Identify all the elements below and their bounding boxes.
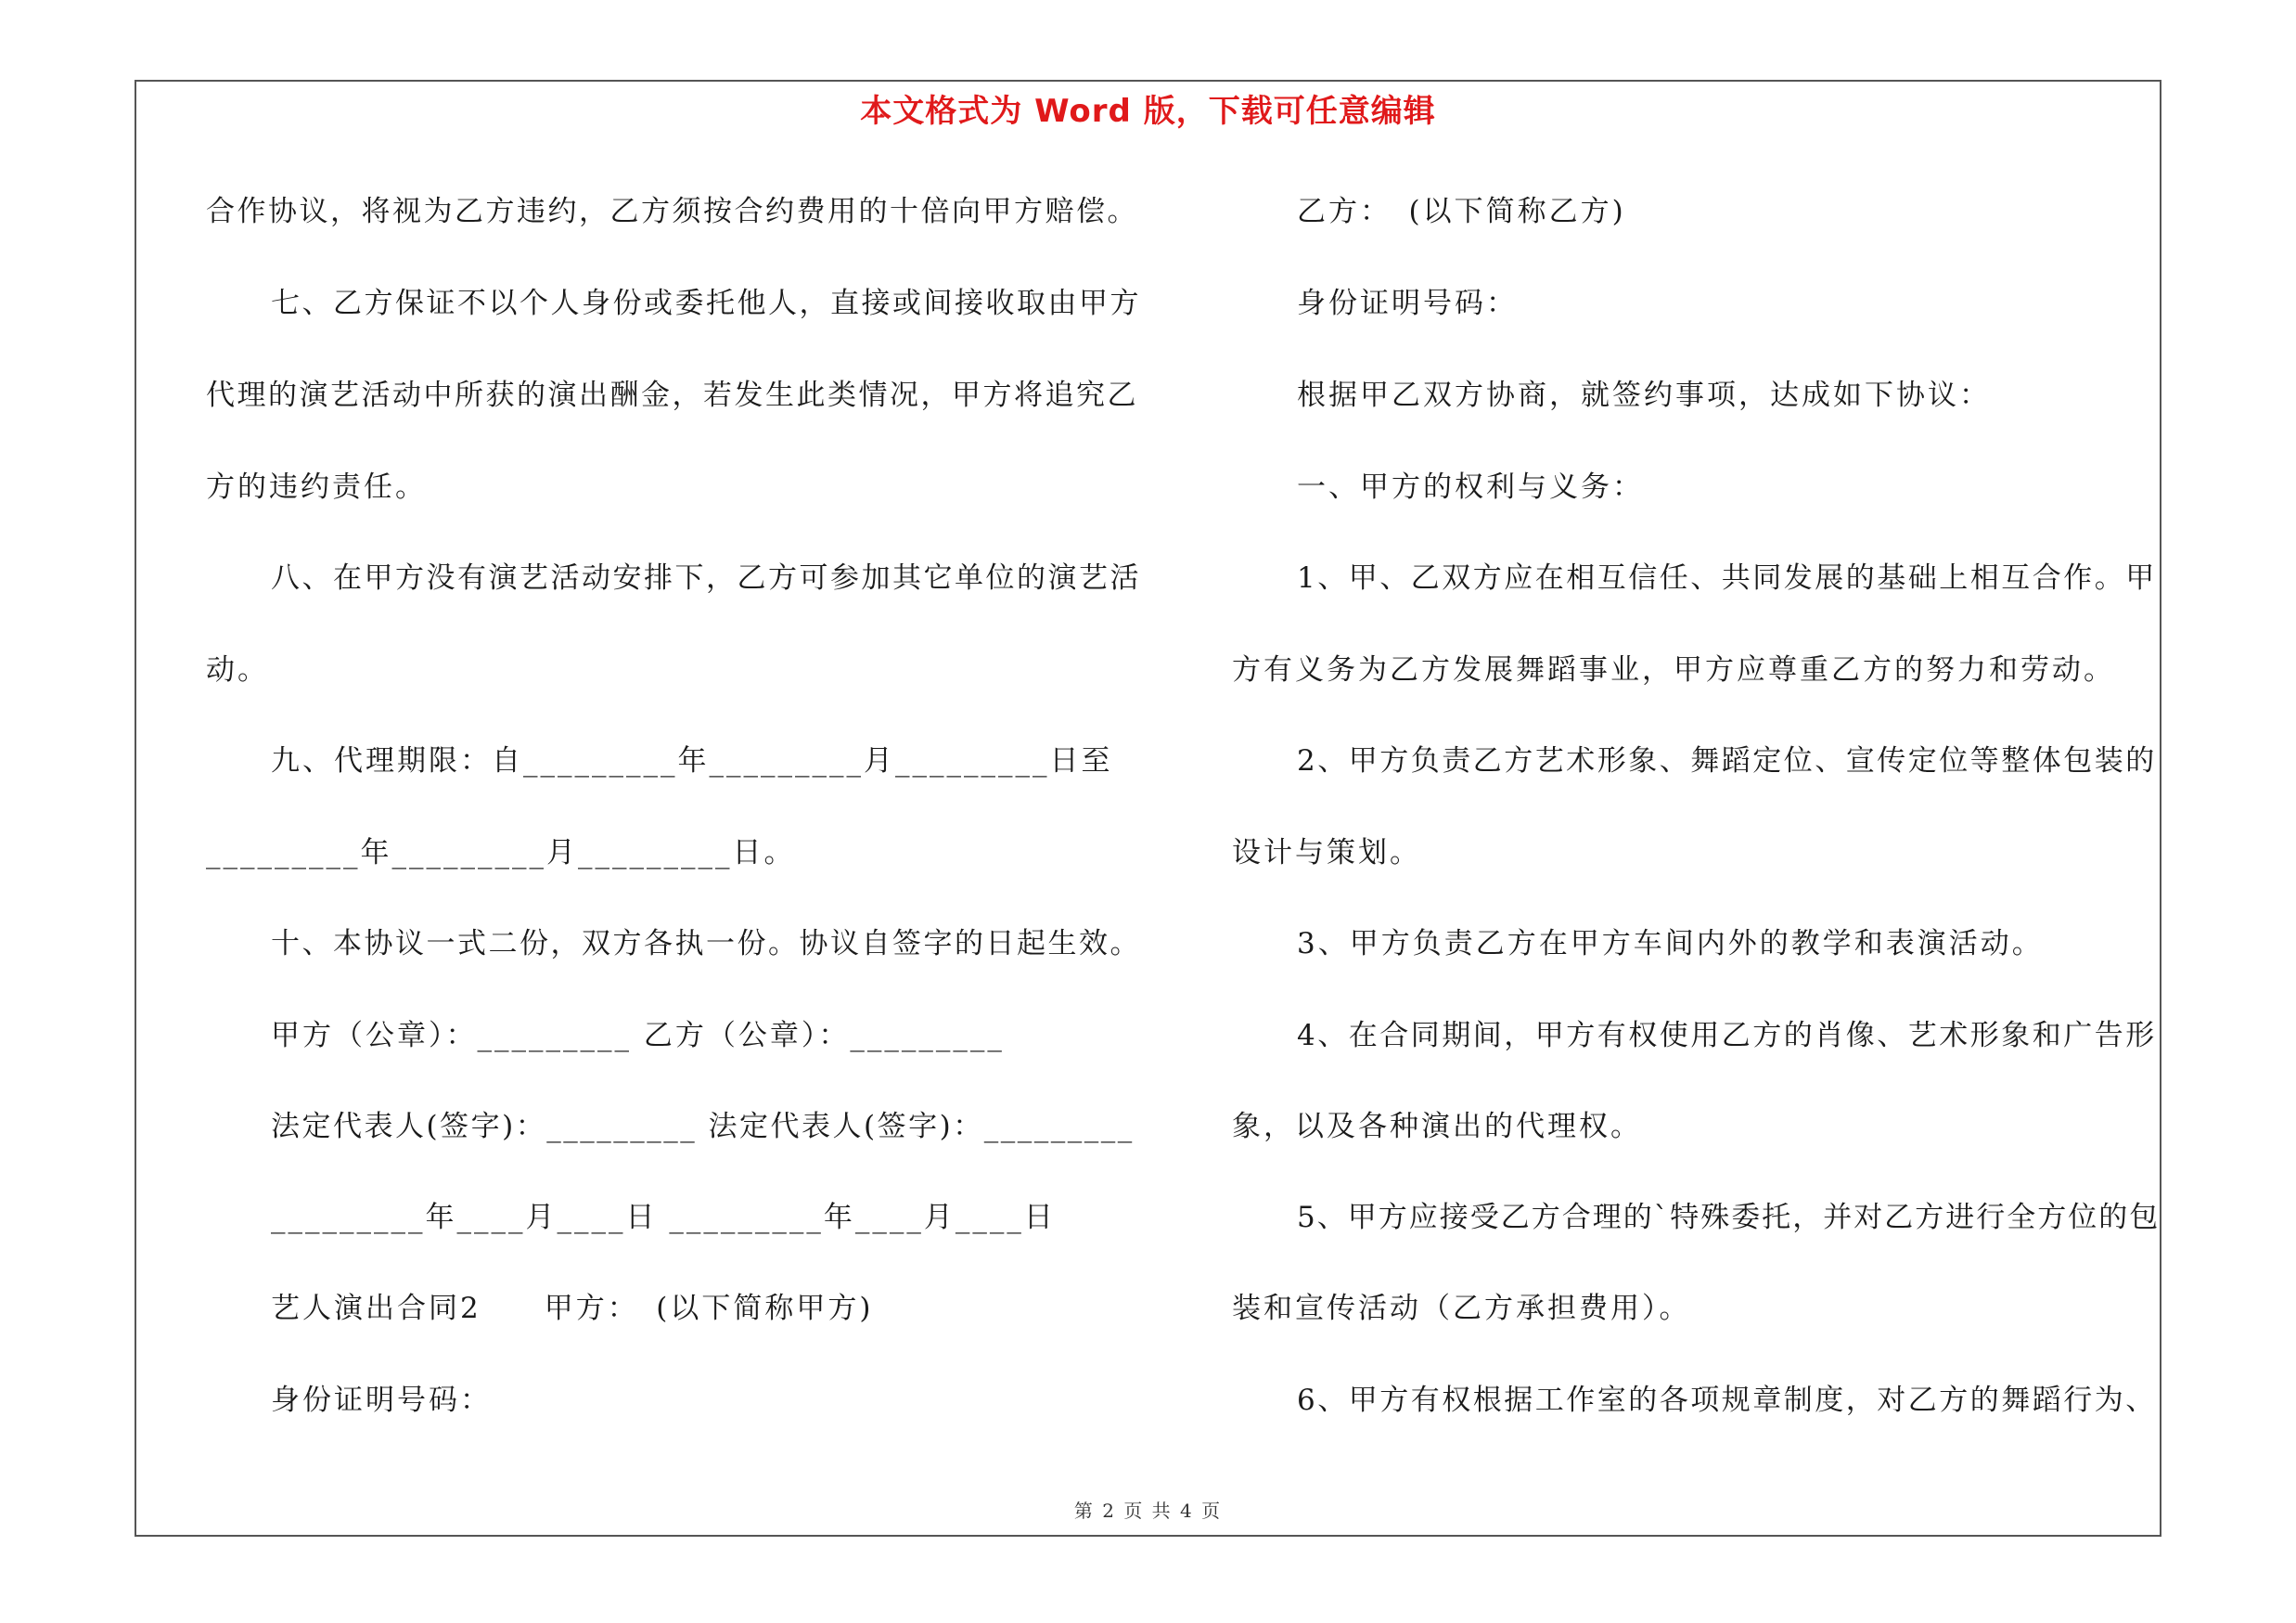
paragraph-line: 乙方： (以下简称乙方) <box>1297 195 1626 228</box>
paragraph-line: 代理的演艺活动中所获的演出酬金，若发生此类情况，甲方将追究乙 <box>206 379 1138 412</box>
contract-title-line: 艺人演出合同2 甲方： (以下简称甲方) <box>271 1292 874 1325</box>
paragraph-line: 八、在甲方没有演艺活动安排下，乙方可参加其它单位的演艺活 <box>271 561 1141 595</box>
paragraph-line: 装和宣传活动（乙方承担费用）。 <box>1232 1292 1691 1325</box>
paragraph-line: 七、乙方保证不以个人身份或委托他人，直接或间接收取由甲方 <box>271 287 1141 320</box>
paragraph-line: 设计与策划。 <box>1232 836 1421 869</box>
paragraph-line: 6、甲方有权根据工作室的各项规章制度，对乙方的舞蹈行为、 <box>1297 1384 2157 1417</box>
paragraph-line: 动。 <box>206 653 269 687</box>
paragraph-line: 身份证明号码： <box>1297 287 1518 320</box>
page-number-footer: 第 2 页 共 4 页 <box>1073 1500 1223 1522</box>
paragraph-line: 合作协议，将视为乙方违约，乙方须按合约费用的十倍向甲方赔偿。 <box>206 195 1138 228</box>
date-line: _________年____月____日 _________年____月____日 <box>271 1201 1056 1234</box>
paragraph-line: 身份证明号码： <box>271 1384 492 1417</box>
right-column <box>1232 0 2169 1623</box>
paragraph-line: 3、甲方负责乙方在甲方车间内外的教学和表演活动。 <box>1297 927 2044 960</box>
header-banner: 本文格式为 Word 版，下载可任意编辑 <box>860 93 1436 130</box>
paragraph-line: 根据甲乙双方协商，就签约事项，达成如下协议： <box>1297 379 1991 412</box>
left-column <box>206 0 1143 1623</box>
paragraph-line: 5、甲方应接受乙方合理的`特殊委托，并对乙方进行全方位的包 <box>1297 1201 2161 1234</box>
paragraph-line: 象，以及各种演出的代理权。 <box>1232 1110 1642 1143</box>
paragraph-line: 九、代理期限：自_________年_________月_________日至 <box>271 744 1113 778</box>
paragraph-line: 1、甲、乙双方应在相互信任、共同发展的基础上相互合作。甲 <box>1297 561 2157 595</box>
paragraph-line: 方的违约责任。 <box>206 470 427 504</box>
paragraph-line: 方有义务为乙方发展舞蹈事业，甲方应尊重乙方的努力和劳动。 <box>1232 653 2115 687</box>
paragraph-line: 十、本协议一式二份，双方各执一份。协议自签字的日起生效。 <box>271 927 1141 960</box>
paragraph-line: 4、在合同期间，甲方有权使用乙方的肖像、艺术形象和广告形 <box>1297 1019 2157 1052</box>
paragraph-line: 2、甲方负责乙方艺术形象、舞蹈定位、宣传定位等整体包装的 <box>1297 744 2157 778</box>
paragraph-line: _________年_________月_________日。 <box>206 836 796 869</box>
signature-line: 甲方（公章）：_________ 乙方（公章）：_________ <box>271 1019 1005 1052</box>
signature-line: 法定代表人(签字)：_________ 法定代表人(签字)：_________ <box>271 1110 1135 1143</box>
section-heading: 一、甲方的权利与义务： <box>1297 470 1644 504</box>
